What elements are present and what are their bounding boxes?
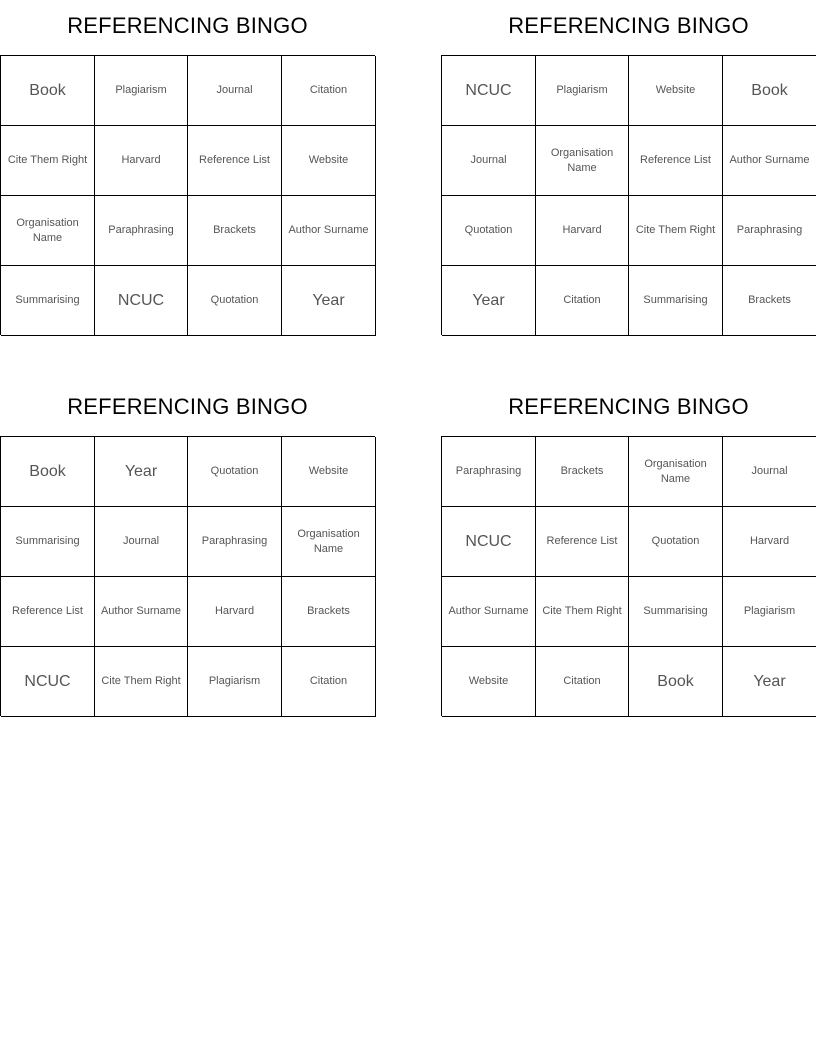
bingo-cell: Plagiarism <box>536 56 629 126</box>
bingo-cell: Author Surname <box>442 577 536 647</box>
bingo-cell: NCUC <box>442 56 536 126</box>
bingo-cell: Website <box>282 437 376 507</box>
card-title: REFERENCING BINGO <box>67 13 308 38</box>
bingo-cell: Year <box>723 647 816 717</box>
bingo-cell: Quotation <box>629 507 723 577</box>
bingo-cell: Reference List <box>629 126 723 196</box>
bingo-cell: Organisation Name <box>282 507 376 577</box>
bingo-cell: Journal <box>723 437 816 507</box>
bingo-cell: Journal <box>95 507 188 577</box>
bingo-cell: Paraphrasing <box>442 437 536 507</box>
bingo-cell: Reference List <box>536 507 629 577</box>
bingo-cell: Harvard <box>723 507 816 577</box>
bingo-cell: Citation <box>536 647 629 717</box>
bingo-cell: Cite Them Right <box>629 196 723 266</box>
bingo-grid <box>0 436 375 716</box>
bingo-cell: Harvard <box>188 577 282 647</box>
bingo-cell: Quotation <box>188 437 282 507</box>
bingo-cell: Journal <box>442 126 536 196</box>
bingo-cell: Organisation Name <box>1 196 95 266</box>
bingo-cell: Brackets <box>282 577 376 647</box>
bingo-cell: Reference List <box>188 126 282 196</box>
card-title: REFERENCING BINGO <box>67 394 308 419</box>
bingo-cell: NCUC <box>1 647 95 717</box>
bingo-cell: Plagiarism <box>95 56 188 126</box>
bingo-grid <box>0 55 375 335</box>
bingo-cell: Summarising <box>1 507 95 577</box>
bingo-cell: Harvard <box>95 126 188 196</box>
bingo-cell: Paraphrasing <box>95 196 188 266</box>
bingo-card-4 <box>441 381 816 716</box>
bingo-cell: Cite Them Right <box>536 577 629 647</box>
bingo-cell: Plagiarism <box>188 647 282 717</box>
card-title: REFERENCING BINGO <box>508 394 749 419</box>
bingo-cell: Plagiarism <box>723 577 816 647</box>
bingo-cell: Book <box>1 56 95 126</box>
bingo-cell: Brackets <box>188 196 282 266</box>
bingo-cell: Harvard <box>536 196 629 266</box>
bingo-cell: Citation <box>536 266 629 336</box>
bingo-cell: Reference List <box>1 577 95 647</box>
bingo-cell: Year <box>282 266 376 336</box>
bingo-cell: Year <box>95 437 188 507</box>
bingo-grid <box>441 55 816 335</box>
bingo-grid <box>441 436 816 716</box>
bingo-cell: Paraphrasing <box>723 196 816 266</box>
bingo-cell: Cite Them Right <box>1 126 95 196</box>
bingo-card-2 <box>441 0 816 335</box>
bingo-cell: Summarising <box>629 266 723 336</box>
bingo-cell: Brackets <box>536 437 629 507</box>
bingo-cell: Author Surname <box>282 196 376 266</box>
bingo-cell: Book <box>723 56 816 126</box>
bingo-card-3 <box>0 381 375 716</box>
bingo-cell: NCUC <box>95 266 188 336</box>
bingo-cell: Summarising <box>629 577 723 647</box>
bingo-cell: Quotation <box>188 266 282 336</box>
bingo-cell: Summarising <box>1 266 95 336</box>
bingo-cell: Quotation <box>442 196 536 266</box>
bingo-cell: Website <box>282 126 376 196</box>
bingo-cell: Organisation Name <box>536 126 629 196</box>
bingo-card-1 <box>0 0 375 335</box>
bingo-cell: Citation <box>282 647 376 717</box>
bingo-cell: Brackets <box>723 266 816 336</box>
bingo-cell: Author Surname <box>95 577 188 647</box>
bingo-cell: NCUC <box>442 507 536 577</box>
card-title: REFERENCING BINGO <box>508 13 749 38</box>
bingo-cell: Website <box>442 647 536 717</box>
bingo-cell: Book <box>629 647 723 717</box>
bingo-cell: Website <box>629 56 723 126</box>
bingo-cell: Cite Them Right <box>95 647 188 717</box>
bingo-cell: Organisation Name <box>629 437 723 507</box>
bingo-cell: Year <box>442 266 536 336</box>
bingo-cell: Journal <box>188 56 282 126</box>
bingo-cell: Author Surname <box>723 126 816 196</box>
bingo-cell: Citation <box>282 56 376 126</box>
bingo-cell: Paraphrasing <box>188 507 282 577</box>
bingo-cell: Book <box>1 437 95 507</box>
